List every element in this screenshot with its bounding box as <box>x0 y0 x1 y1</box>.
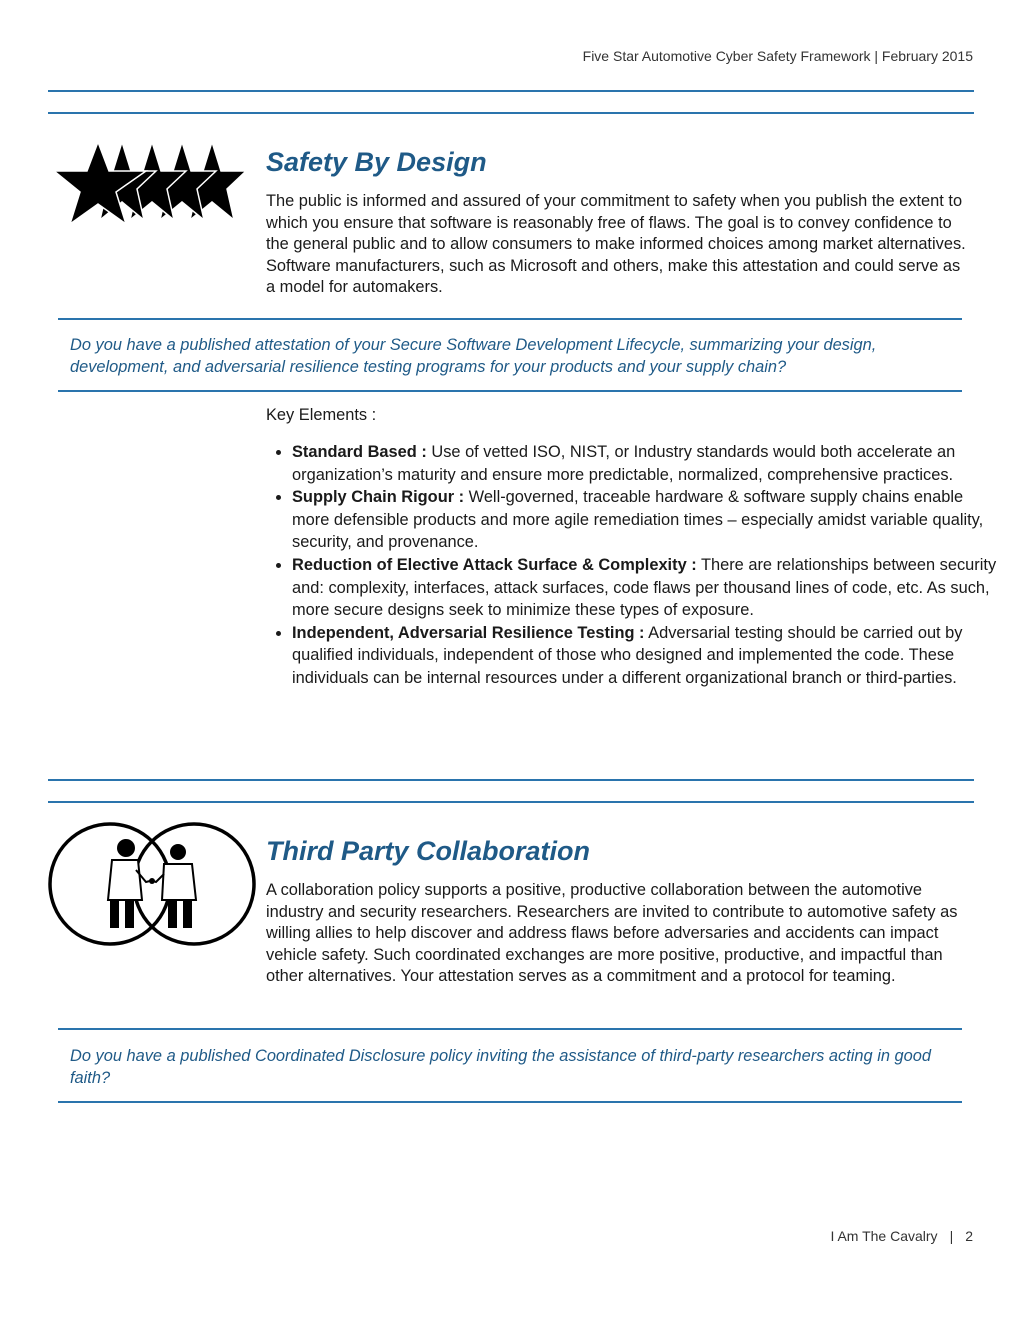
list-item-text: Well-governed, traceable hardware & software supply chains enable more defensible products and more agile remediation times – especially amidst variable quality, security, and provenance. <box>292 488 984 552</box>
section-body: A collaboration policy supports a positive, productive collaboration between the automotive industry and security researchers. Researchers are invited to contribute to automotive safety as willing allies to help discover and address flaws before adversaries and accidents can impact vehicle safety. Such coordinated exchanges are more positive, productive, and impactful than other alternatives. Your attestation serves as a commitment and a protocol for teaming. <box>266 881 958 985</box>
handshake-circles-icon <box>46 822 260 946</box>
divider <box>58 1101 962 1103</box>
list-item <box>292 441 998 486</box>
divider <box>48 801 974 803</box>
list-item-term: Supply Chain Rigour : <box>292 488 465 507</box>
divider <box>58 390 962 392</box>
divider <box>48 90 974 92</box>
section-question: Do you have a published Coordinated Disclosure policy inviting the assistance of third-party researchers acting in good faith? <box>70 1047 931 1087</box>
section-title: Third Party Collaboration <box>266 836 591 866</box>
key-elements-label: Key Elements : <box>266 406 377 424</box>
list-item-text: Use of vetted ISO, NIST, or Industry standards would both accelerate an organization’s maturity and ensure more predictable, normalized, comprehensive practices. <box>292 443 956 484</box>
list-item-term: Independent, Adversarial Resilience Testing : <box>292 623 645 642</box>
list-item-term: Standard Based : <box>292 443 427 461</box>
footer-separator: | <box>949 1228 954 1244</box>
list-item-text: Adversarial testing should be carried out by qualified individuals, independent of those who designed and implemented the code. These individuals can be internal resources under a different organizational branch or third-parties. <box>292 623 963 687</box>
page-footer <box>830 1228 973 1244</box>
list-item-term: Reduction of Elective Attack Surface & Complexity : <box>292 555 697 574</box>
divider <box>48 112 974 114</box>
divider <box>48 779 974 781</box>
footer-org: I Am The Cavalry <box>830 1228 938 1244</box>
page-number: 2 <box>965 1228 973 1244</box>
divider <box>58 1028 962 1030</box>
divider <box>58 318 962 320</box>
list-item-text: There are relationships between security and: complexity, interfaces, attack surfaces, code flaws per thousand lines of code, etc. As such, more secure designs seek to minimize these types of exposure. <box>292 555 997 620</box>
running-header: Five Star Automotive Cyber Safety Framework | February 2015 <box>582 48 973 64</box>
list-item <box>292 486 998 554</box>
key-elements-list <box>266 441 998 690</box>
section-body: The public is informed and assured of your commitment to safety when you publish the extent to which you ensure that software is reasonably free of flaws. The goal is to convey confidence to the general public and to allow consumers to make informed choices among market alternatives. Software manufacturers, such as Microsoft and others, make this attestation and could serve as a model for automakers. <box>266 192 966 296</box>
section-title: Safety By Design <box>266 147 487 177</box>
section-question: Do you have a published attestation of your Secure Software Development Lifecycle, summarizing your design, development, and adversarial resilience testing programs for your products and your supply chain? <box>70 336 877 376</box>
list-item <box>292 622 998 690</box>
five-stars-icon <box>52 140 248 226</box>
list-item <box>292 554 998 622</box>
